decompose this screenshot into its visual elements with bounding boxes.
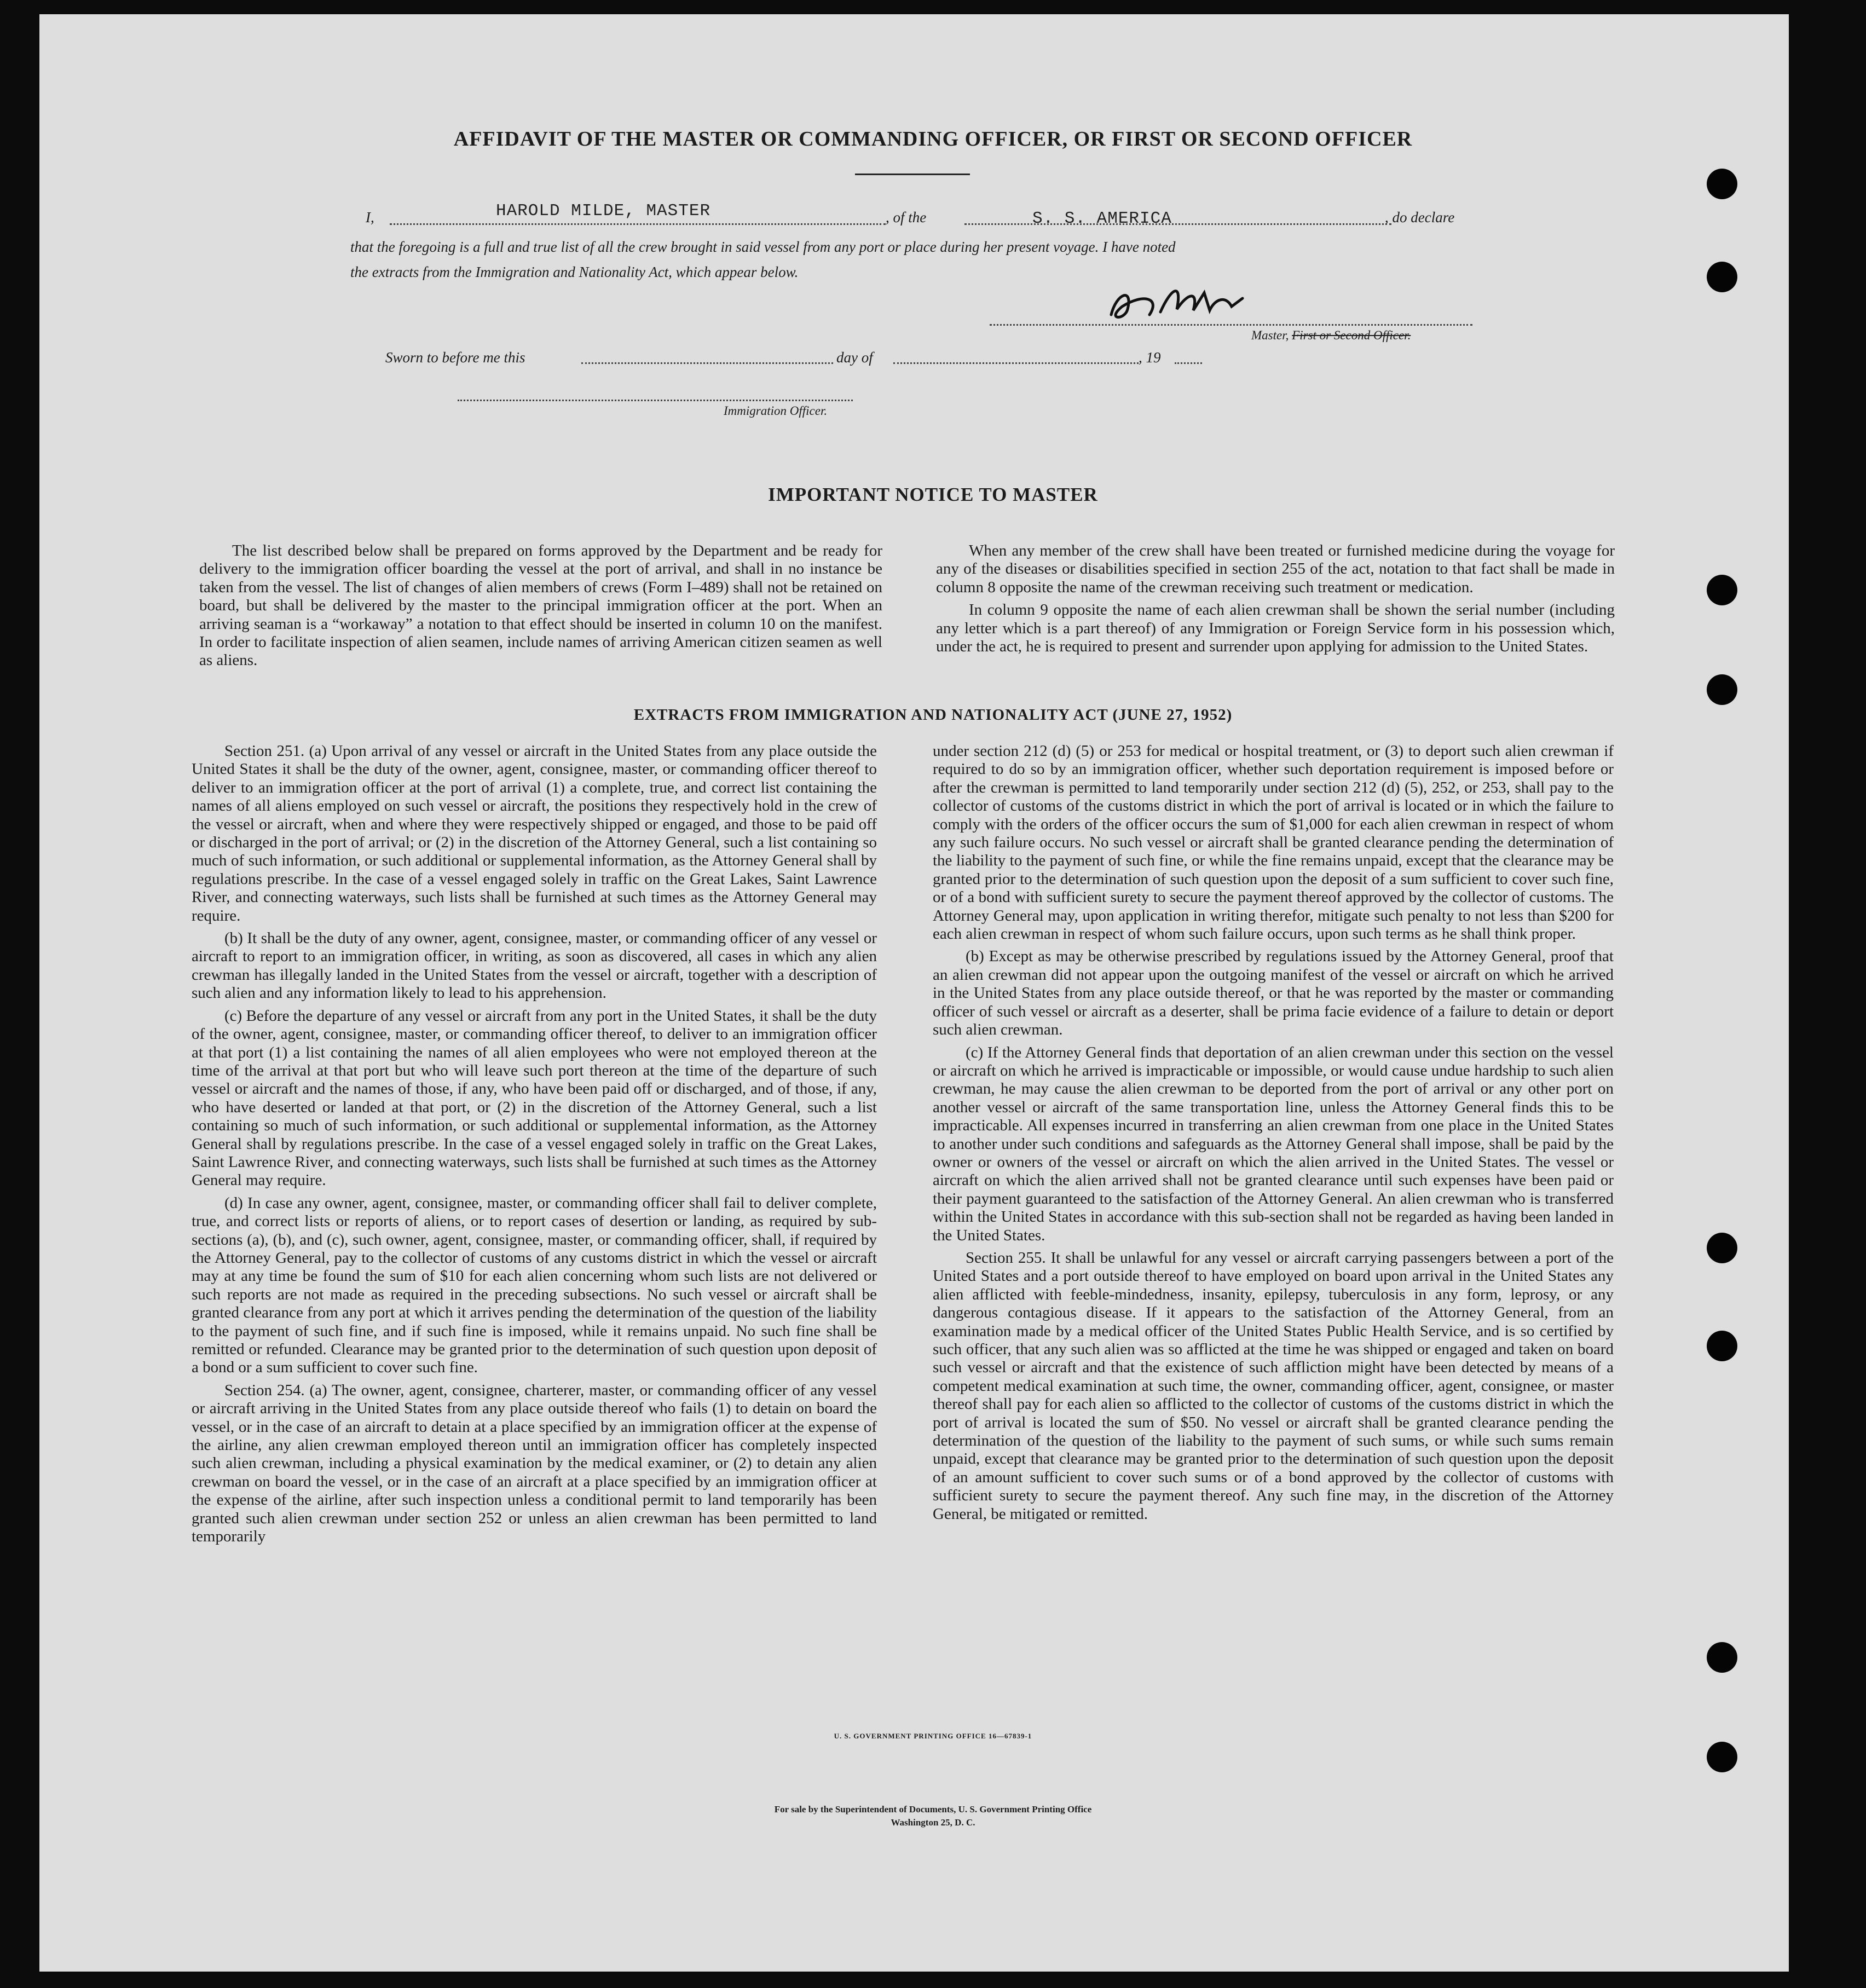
- extracts-title: EXTRACTS FROM IMMIGRATION AND NATIONALITY ACT (JUNE 27, 1952): [633, 706, 1233, 724]
- printing-office-line: U. S. GOVERNMENT PRINTING OFFICE 16—67839-1: [834, 1732, 1032, 1740]
- i-label: I,: [366, 209, 374, 226]
- sworn-month-line: [893, 362, 1139, 364]
- title-divider: [855, 174, 970, 175]
- vessel-line: [964, 223, 1391, 225]
- extract-paragraph: (c) Before the departure of any vessel or aircraft from any port in the United States, it shall be the duty of the owner, agent, consignee, master, or commanding officer thereof, to deliver to an immigration officer at that port (1) a list containing the names of all alien employees who were not employed thereon at the time of the arrival at that port but who will leave such port thereon at the time of the departure of such vessel or aircraft and the names of those, if any, who have been paid off or discharged, and of those, if any, who have deserted or landed at that port, or (2) in the discretion of the Attorney General, such a list containing so much of such information, or such additional or supplemental information, as the Attorney General shall by regulations prescribe. In the case of a vessel engaged solely in traffic on the Great Lakes, Saint Lawrence River, and connecting waterways, such lists shall be furnished at such times as the Attorney General may require.: [192, 1007, 877, 1189]
- extract-paragraph: Section 254. (a) The owner, agent, consignee, charterer, master, or commanding officer of any vessel or aircraft arriving in the United States from any place outside thereof who fails (1) to detain on board the vessel, or in the case of an aircraft to detain at a place specified by an immigration officer at the expense of the airline, any alien crewman employed thereon until an immigration officer has completely inspected such alien crewman, including a physical examination by the medical examiner, or (2) to detain any alien crewman on board the vessel, or in the case of an aircraft at a place specified by an immigration officer at the expense of the airline, after such inspection unless a conditional permit to land temporarily has been granted such alien crewman under section 252 or unless an alien crewman has been permitted to land temporarily: [192, 1381, 877, 1546]
- notice-left-column: [199, 542, 882, 674]
- extract-paragraph: (c) If the Attorney General finds that deportation of an alien crewman under this section on the vessel or aircraft on which he arrived is impracticable or impossible, or would cause undue hardship to such alien crewman, he may cause the alien crewman to be deported from the port of arrival or any other port on another vessel or aircraft of the same transportation line, unless the Attorney General finds this to be impracticable. All expenses incurred in transferring an alien crewman from one place in the United States to another under such conditions and safeguards as the Attorney General shall impose, shall be paid by the owner or owners of the vessel or aircraft on which the alien arrived in the United States. The vessel or aircraft on which the alien arrived shall not be granted clearance until such expenses have been paid or their payment guaranteed to the satisfaction of the Attorney General. An alien crewman who is transferred within the United States in accordance with this sub-section shall not be regarded as having been landed in the United States.: [933, 1043, 1614, 1244]
- sale-line-1: For sale by the Superintendent of Documents, U. S. Government Printing Office: [774, 1804, 1092, 1814]
- punch-hole-icon: [1707, 575, 1737, 605]
- punch-hole-icon: [1707, 262, 1737, 292]
- signature-line: [990, 324, 1472, 326]
- declare-label: , do declare: [1385, 209, 1455, 226]
- extracts-right-column: [933, 742, 1614, 1528]
- signature-mark-icon: [1095, 276, 1259, 331]
- extract-paragraph: (b) It shall be the duty of any owner, agent, consignee, master, or commanding officer of any vessel or aircraft to report to an immigration officer, in writing, as soon as discovered, all cases in which any alien crewman has illegally landed in the United States from the vessel or aircraft, together with a description of such alien and any information likely to lead to his apprehension.: [192, 929, 877, 1002]
- sworn-day-line: [581, 362, 833, 364]
- affidavit-title: AFFIDAVIT OF THE MASTER OR COMMANDING OFFICER, OR FIRST OR SECOND OFFICER: [453, 128, 1413, 151]
- extract-paragraph: (d) In case any owner, agent, consignee, master, or commanding officer shall fail to deliver complete, true, and correct lists or reports of aliens, or to report cases of desertion or landing, as required by sub-sections (a), (b), and (c), such owner, agent, consignee, master, or commanding officer, shall, if required by the Attorney General, pay to the collector of customs of any customs district in which the vessel or aircraft may at any time be found the sum of $10 for each alien concerning whom such lists are not delivered or such reports are not made as required in the preceding subsections. No such vessel or aircraft shall be granted clearance from any port at which it arrives pending the determination of the question of the liability to the payment of such fine, and if such fine is imposed, while it remains unpaid. No such fine shall be remitted or refunded. Clearance may be granted prior to the determination of such question upon deposit of a bond or a sum sufficient to cover such fine.: [192, 1194, 877, 1377]
- extract-paragraph: Section 255. It shall be unlawful for any vessel or aircraft carrying passengers between a port of the United States and a port outside thereof to have employed on board upon arrival in the United States any alien afflicted with feeble-mindedness, insanity, epilepsy, tuberculosis in any form, leprosy, or any dangerous contagious disease. If it appears to the satisfaction of the Attorney General, from an examination made by a medical officer of the United States Public Health Service, and is so certified by such officer, that any such alien was so afflicted at the time he was shipped or engaged and taken on board such vessel or aircraft and that the existence of such affliction might have been detected by means of a competent medical examination at such time, the owner, commanding officer, agent, consignee, or master thereof shall pay for each alien so afflicted to the collector of customs of the customs district in which the port of arrival is located the sum of $50. No vessel or aircraft shall be granted clearance pending the determination of the question of the liability to the payment of such sums, or while such sums remain unpaid, except that clearance may be granted prior to the determination of such question upon the deposit of an amount sufficient to cover such sums or of a bond approved by the collector of customs with sufficient surety to secure the payment thereof. Any such fine may, in the discretion of the Attorney General, be mitigated or remitted.: [933, 1249, 1614, 1523]
- punch-hole-icon: [1707, 1742, 1737, 1772]
- signature-caption: [1251, 328, 1411, 343]
- year-label: , 19: [1139, 349, 1161, 366]
- extracts-left-column: [192, 742, 877, 1550]
- punch-hole-icon: [1707, 1233, 1737, 1263]
- extract-paragraph: Section 251. (a) Upon arrival of any vessel or aircraft in the United States from any place outside the United States it shall be the duty of the owner, agent, consignee, master, or commanding officer thereof to deliver to an immigration officer at the port of arrival (1) a complete, true, and correct list containing the names of all aliens employed on such vessel or aircraft, the positions they respectively hold in the crew of the vessel or aircraft, when and where they were respectively shipped or engaged, and those to be paid off or discharged in the port of arrival; or (2) in the discretion of the Attorney General, such a list containing so much of such information, or such additional or supplemental information, as the Attorney General shall by regulations prescribe. In the case of a vessel engaged solely in traffic on the Great Lakes, Saint Lawrence River, and connecting waterways, such lists shall be furnished at such times as the Attorney General may require.: [192, 742, 877, 924]
- of-the-label: , of the: [886, 209, 927, 226]
- officer-label: Immigration Officer.: [724, 404, 828, 418]
- master-caption: Master,: [1251, 328, 1289, 342]
- punch-hole-icon: [1707, 674, 1737, 705]
- affidavit-line2: that the foregoing is a full and true list of all the crew brought in said vessel from any port or place during her present voyage. I have noted: [350, 239, 1176, 255]
- notice-right-column: [936, 542, 1615, 660]
- year-line: [1175, 362, 1202, 364]
- punch-hole-icon: [1707, 1642, 1737, 1673]
- officer-line: [458, 400, 853, 401]
- sale-line-2: Washington 25, D. C.: [891, 1817, 975, 1828]
- day-of-label: day of: [836, 349, 873, 366]
- punch-hole-icon: [1707, 1331, 1737, 1361]
- master-name: HAROLD MILDE, MASTER: [496, 201, 711, 221]
- notice-title: IMPORTANT NOTICE TO MASTER: [768, 484, 1098, 505]
- affidavit-line3: the extracts from the Immigration and Nationality Act, which appear below.: [350, 264, 799, 280]
- extract-paragraph: under section 212 (d) (5) or 253 for medical or hospital treatment, or (3) to deport such alien crewman if required to do so by an immigration officer, whether such deportation requirement is imposed before or after the crewman is permitted to land temporarily under section 212 (d) (5), 252, or 253, shall pay to the collector of customs of the customs district in which the port of arrival is located or in which the failure to comply with the orders of the officer occurs the sum of $1,000 for each alien crewman in respect of whom any such failure occurs. No such vessel or aircraft shall be granted clearance pending the determination of the liability to the payment of such fine, or while the fine remains unpaid, except that the clearance may be granted prior to the determination of such question upon the deposit of a sum sufficient to cover such fine, or of a bond with sufficient surety to secure the payment thereof approved by the collector of customs. The Attorney General may, upon application in writing therefor, mitigate such penalty to not less than $200 for each alien crewman in respect of whom such failure occurs, upon such terms as he shall think proper.: [933, 742, 1614, 943]
- notice-left-paragraph: The list described below shall be prepared on forms approved by the Department and be ready for delivery to the immigration officer boarding the vessel at the port of arrival, and shall in no instance be taken from the vessel. The list of changes of alien members of crews (Form I–489) shall not be retained on board, but shall be delivered by the master to the principal immigration officer at the port. When an arriving seaman is a “workaway” a notation to that effect should be inserted in column 10 on the manifest. In order to facilitate inspection of alien seamen, include names of arriving American citizen seamen as well as aliens.: [199, 542, 882, 669]
- name-line: [390, 223, 886, 225]
- punch-hole-icon: [1707, 169, 1737, 199]
- vessel-name: S. S. AMERICA: [1032, 209, 1172, 228]
- extract-paragraph: (b) Except as may be otherwise prescribed by regulations issued by the Attorney General, proof that an alien crewman did not appear upon the outgoing manifest of the vessel or aircraft on which he arrived in the United States from any place outside thereof, or that he was reported by the master or commanding officer of such vessel or aircraft as a deserter, shall be prima facie evidence of a failure to detain or deport such alien crewman.: [933, 947, 1614, 1039]
- sworn-label: Sworn to before me this: [385, 349, 525, 366]
- notice-right-paragraph: When any member of the crew shall have been treated or furnished medicine during the voyage for any of the diseases or disabilities specified in section 255 of the act, notation to that fact shall be made in column 8 opposite the name of the crewman receiving such treatment or medication.: [936, 542, 1615, 596]
- notice-right-paragraph: In column 9 opposite the name of each alien crewman shall be shown the serial number (including any letter which is a part thereof) of any Immigration or Foreign Service form in his possession which, under the act, he is required to present and surrender upon applying for admission to the United States.: [936, 601, 1615, 656]
- struck-caption: First or Second Officer.: [1292, 328, 1411, 342]
